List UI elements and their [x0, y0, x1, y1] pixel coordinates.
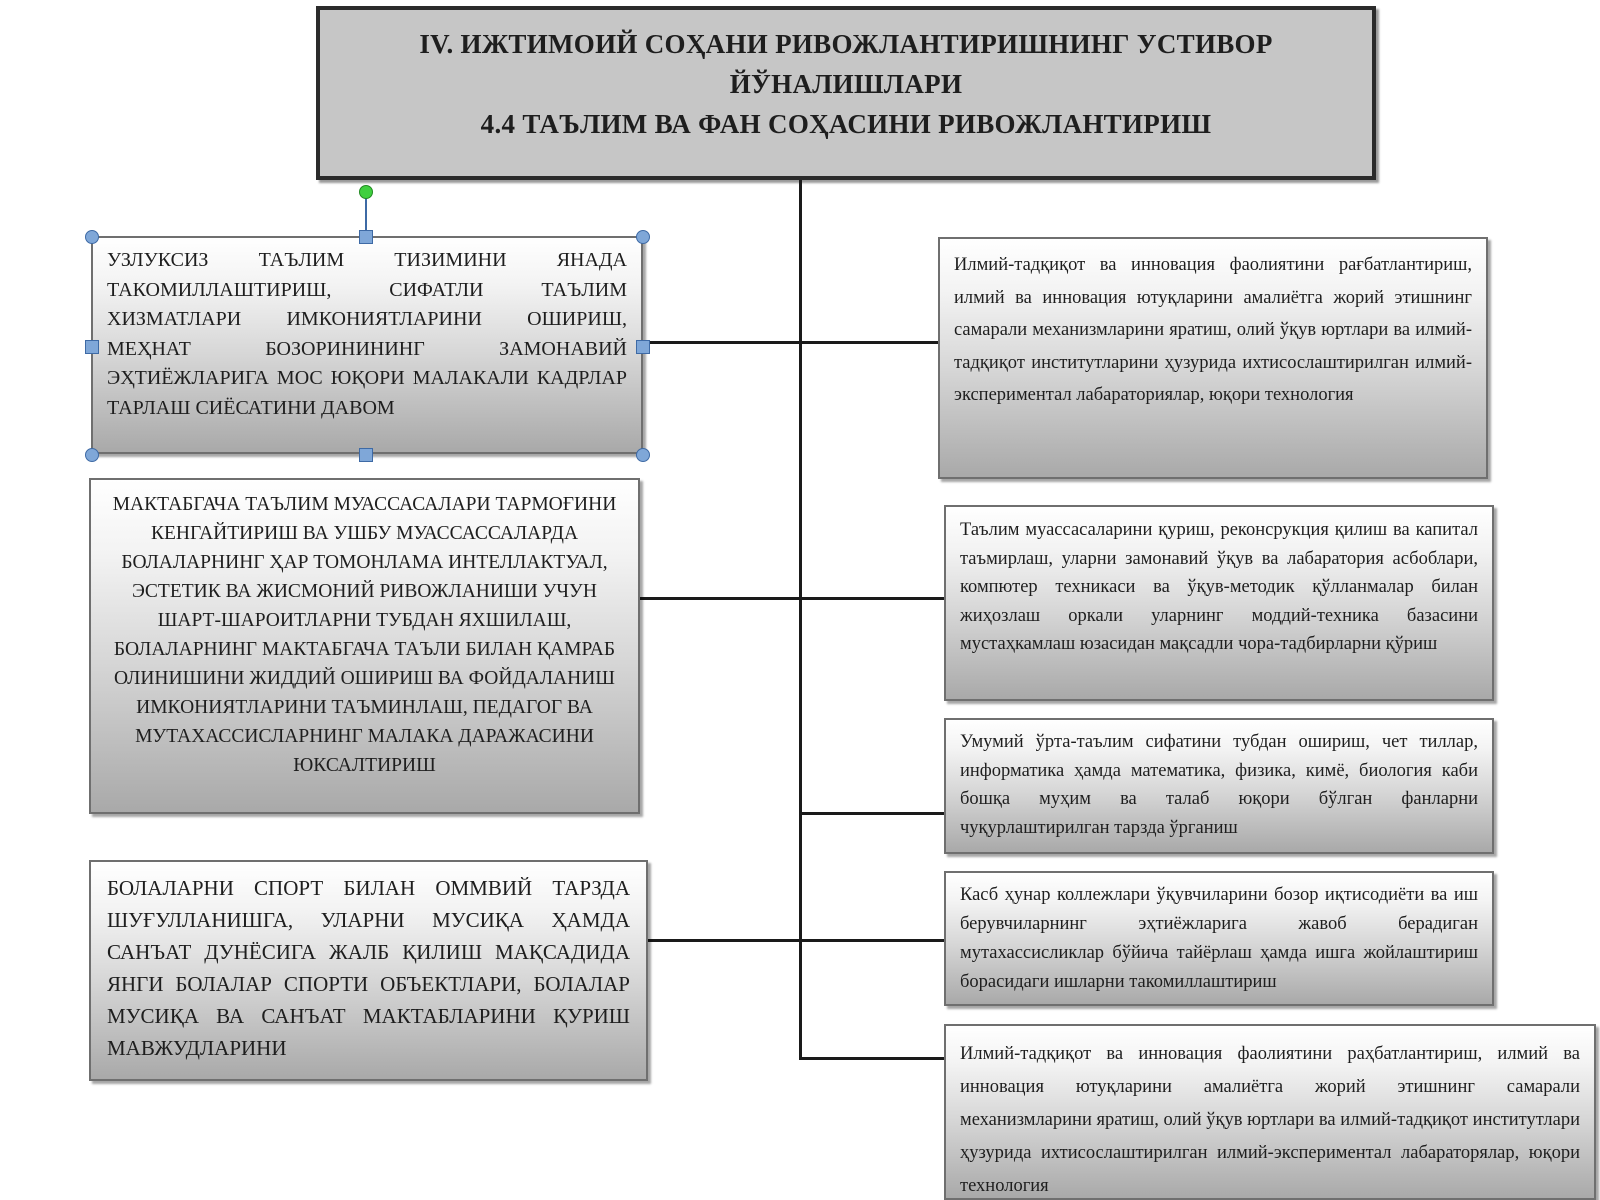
resize-handle-left[interactable]	[85, 340, 99, 354]
resize-handle-right[interactable]	[636, 340, 650, 354]
left-box-children-sport-art[interactable]	[89, 860, 648, 1081]
resize-handle-top-right[interactable]	[636, 230, 650, 244]
right-box-vocational-colleges[interactable]	[944, 871, 1494, 1006]
connector-left-2	[640, 597, 800, 600]
right-box-secondary-education[interactable]	[944, 718, 1494, 854]
connector-right-1	[800, 341, 938, 344]
resize-handle-top-left[interactable]	[85, 230, 99, 244]
connector-right-2	[800, 597, 944, 600]
connector-left-3	[648, 939, 800, 942]
resize-handle-bottom-left[interactable]	[85, 448, 99, 462]
main-trunk-connector	[799, 180, 802, 1060]
connector-left-1	[643, 341, 800, 344]
right-box-4-text: Касб ҳунар коллежлари ўқувчиларини бозор иқтисодиёти ва иш берувчиларнинг эҳтиёжларига жавоб берадиган мутахассисликлар бўйича тайёрлаш ҳамда ишга жойлаштириш борасидаги ишларни такомиллаштириш	[960, 885, 1478, 992]
connector-right-3	[800, 812, 944, 815]
right-box-1-text: Илмий-тадқиқот ва инновация фаолиятини рағбатлантириш, илмий ва инновация ютуқларини амалиётга жорий этишнинг самарали механизмларини яратиш, олий ўқув юртлари ва илмий-тадқиқот институтларини ҳузурида ихтисослаштирилган илмий-экспериментал лабараториялар, юқори технология	[954, 255, 1472, 405]
diagram-title-box	[316, 6, 1376, 180]
left-box-2-text: МАКТАБГАЧА ТАЪЛИМ МУАССАСАЛАРИ ТАРМОҒИНИ КЕНГАЙТИРИШ ВА УШБУ МУАССАССАЛАРДА БОЛАЛАРНИНГ ҲАР ТОМОНЛАМА ИНТЕЛЛАКТУАЛ, ЭСТЕТИК ВА ЖИСМОНИЙ РИВОЖЛАНИШИ УЧУН ШАРТ-ШАРОИТЛАРНИ ТУБДАН ЯХШИЛАШ, БОЛАЛАРНИНГ МАКТАБГАЧА ТАЪЛИ БИЛАН ҚАМРАБ ОЛИНИШИНИ ЖИДДИЙ ОШИРИШ ВА ФОЙДАЛАНИШ ИМКОНИЯТЛАРИНИ ТАЪМИНЛАШ, ПЕДАГОГ ВА МУТАХАССИСЛАРНИНГ МАЛАКА ДАРАЖАСИНИ ЮКСАЛТИРИШ	[112, 494, 617, 776]
right-box-school-construction[interactable]	[944, 505, 1494, 701]
title-line-3: 4.4 ТАЪЛИМ ВА ФАН СОҲАСИНИ РИВОЖЛАНТИРИШ	[480, 109, 1212, 139]
right-box-5-text: Илмий-тадқиқот ва инновация фаолиятини раҳбатлантириш, илмий ва инновация ютуқларини амалиётга жорий этишнинг самарали механизмларини яратиш, олий ўқув юртлари ва илмий-тадқиқот институтлари ҳузурида ихтисослаштирилган илмий-экспериментал лабараторялар, юқори технология	[960, 1044, 1580, 1196]
right-box-3-text: Умумий ўрта-таълим сифатини тубдан ошириш, чет тиллар, информатика ҳамда математика, физика, кимё, биология каби бошқа муҳим ва талаб юқори бўлган фанларни чуқурлаштирилган тарзда ўрганиш	[960, 732, 1478, 838]
title-line-1: IV. ИЖТИМОИЙ СОҲАНИ РИВОЖЛАНТИРИШНИНГ УСТИВОР	[419, 29, 1273, 59]
left-box-continuous-education[interactable]	[91, 236, 643, 454]
resize-handle-bottom-right[interactable]	[636, 448, 650, 462]
connector-right-5	[800, 1057, 944, 1060]
left-box-preschool-education[interactable]	[89, 478, 640, 814]
rotate-handle[interactable]	[359, 185, 373, 199]
right-box-research-innovation[interactable]	[938, 237, 1488, 479]
resize-handle-bottom[interactable]	[359, 448, 373, 462]
title-line-2: ЙЎНАЛИШЛАРИ	[729, 69, 963, 99]
left-box-1-text: УЗЛУКСИЗ ТАЪЛИМ ТИЗИМИНИ ЯНАДА ТАКОМИЛЛАШТИРИШ, СИФАТЛИ ТАЪЛИМ ХИЗМАТЛАРИ ИМКОНИЯТЛАРИНИ ОШИРИШ, МЕҲНАТ БОЗОРИНИНИНГ ЗАМОНАВИЙ ЭҲТИЁЖЛАРИГА МОС ЮҚОРИ МАЛАКАЛИ КАДРЛАР ТАРЛАШ СИЁСАТИНИ ДАВОМ	[107, 249, 627, 419]
right-box-research-innovation-2[interactable]	[944, 1024, 1596, 1200]
connector-right-4	[800, 939, 944, 942]
resize-handle-top[interactable]	[359, 230, 373, 244]
right-box-2-text: Таълим муассасаларини қуриш, реконсрукция қилиш ва капитал таъмирлаш, уларни замонавий ўқув ва лабаратория асбоблари, компютер техникаси ва ўқув-методик қўлланмалар билан жиҳозлаш оркали уларнинг моддий-техника базасини мустаҳкамлаш юзасидан мақсадли чора-тадбирларни қўриш	[960, 520, 1478, 654]
left-box-3-text: БОЛАЛАРНИ СПОРТ БИЛАН ОММВИЙ ТАРЗДА ШУҒУЛЛАНИШГА, УЛАРНИ МУСИҚА ҲАМДА САНЪАТ ДУНЁСИГА ЖАЛБ ҚИЛИШ МАҚСАДИДА ЯНГИ БОЛАЛАР СПОРТИ ОБЪЕКТЛАРИ, БОЛАЛАР МУСИҚА ВА САНЪАТ МАКТАБЛАРИНИ ҚУРИШ МАВЖУДЛАРИНИ	[107, 876, 630, 1060]
